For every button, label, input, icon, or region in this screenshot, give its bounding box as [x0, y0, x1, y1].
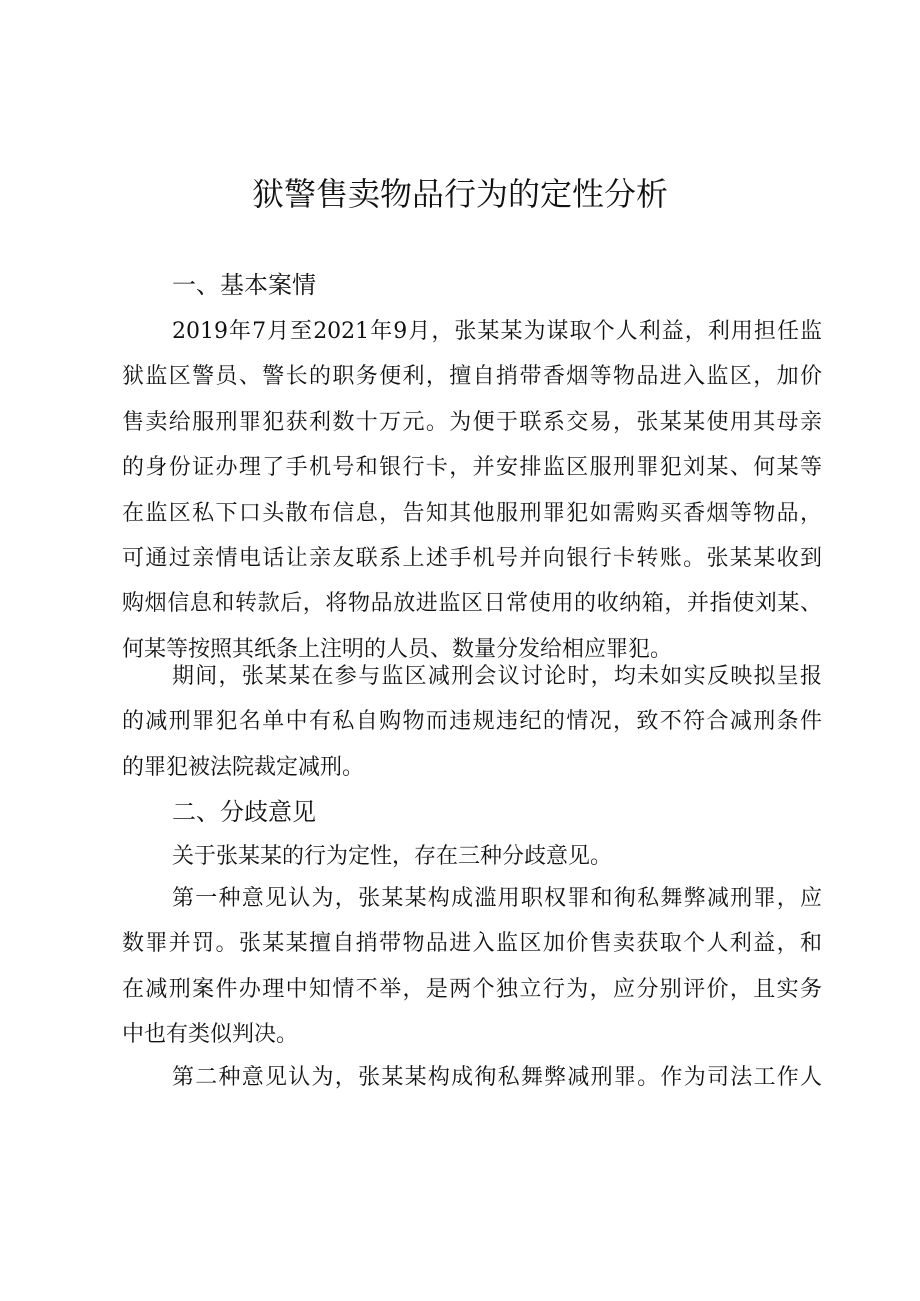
- text-line: 的减刑罪犯名单中有私自购物而违规违纪的情况，致不符合减刑条件: [122, 709, 822, 735]
- section-heading-divergent-opinions: 二、分歧意见: [172, 798, 316, 826]
- paragraph-sentence-reduction: [122, 654, 822, 790]
- section-heading-basic-facts: 一、基本案情: [172, 271, 316, 299]
- text-line: 2019年7月至2021年9月，张某某为谋取个人利益，利用担任监: [172, 319, 822, 344]
- text-line: 在减刑案件办理中知情不举，是两个独立行为，应分别评价，且实务: [122, 976, 822, 1002]
- text-line: 数罪并罚。张某某擅自捎带物品进入监区加价售卖获取个人利益，和: [122, 931, 822, 957]
- paragraph-first-opinion: [122, 876, 822, 1058]
- text-line: 购烟信息和转款后，将物品放进监区日常使用的收纳箱，并指使刘某、: [122, 591, 822, 617]
- text-line: 第二种意见认为，张某某构成徇私舞弊减刑罪。作为司法工作人: [172, 1065, 822, 1090]
- text-line: 何某等按照其纸条上注明的人员、数量分发给相应罪犯。: [122, 636, 673, 662]
- text-line: 的罪犯被法院裁定减刑。: [122, 754, 365, 780]
- document-title: 狱警售卖物品行为的定性分析: [251, 175, 668, 213]
- text-line: 中也有类似判决。: [122, 1022, 299, 1048]
- text-line: 狱监区警员、警长的职务便利，擅自捎带香烟等物品进入监区，加价: [122, 364, 822, 390]
- text-line: 期间，张某某在参与监区减刑会议讨论时，均未如实反映拟呈报: [172, 664, 822, 689]
- text-line: 售卖给服刑罪犯获利数十万元。为便于联系交易，张某某使用其母亲: [122, 409, 822, 435]
- paragraph-case-facts: [122, 309, 822, 672]
- text-line: 关于张某某的行为定性，存在三种分歧意见。: [172, 844, 613, 869]
- text-line: 第一种意见认为，张某某构成滥用职权罪和徇私舞弊减刑罪，应: [172, 886, 822, 911]
- paragraph-opinions-intro: [122, 834, 822, 879]
- text-line: 的身份证办理了手机号和银行卡，并安排监区服刑罪犯刘某、何某等: [122, 455, 822, 481]
- paragraph-second-opinion: [122, 1055, 822, 1100]
- text-line: 可通过亲情电话让亲友联系上述手机号并向银行卡转账。张某某收到: [122, 546, 822, 572]
- text-line: 在监区私下口头散布信息，告知其他服刑罪犯如需购买香烟等物品，: [122, 500, 822, 526]
